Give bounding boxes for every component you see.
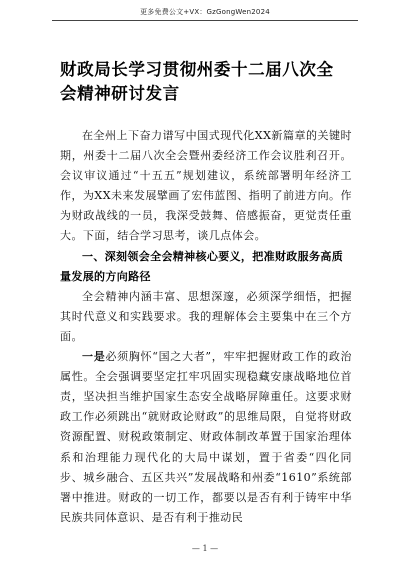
header-divider: [52, 20, 358, 21]
header-promo-note: 更多免费公文+VX：GzGongWen2024: [140, 8, 270, 16]
document-title: 财政局长学习贯彻州委十二届八次全会精神研讨发言: [60, 60, 334, 103]
section-1-intro-paragraph: 全会精神内涵丰富、思想深邃，必须深学细悟，把握其时代意义和实践要求。我的理解体会主要集中在三个方面。: [60, 289, 352, 343]
page-number: — 1 —: [191, 544, 219, 553]
point-one-text: 必须胸怀“国之大者”，牢牢把握财政工作的政治属性。全会强调要坚定扛牢巩固实现稳藏安康战略地位首责，坚决担当维护国家生态安全战略屏障重任。这要求财政工作必须跳出“就财政论财政”的思维局限，自觉将财政资源配置、财税政策制定、财政体制改革置于国家治理体系和治理能力现代化的大局中谋划，置于省委“四化同步、城乡融合、五区共兴”发展战略和州委“1610”系统部署中推进。财政的一切工作，都要以是否有利于铸牢中华民族共同体意识、是否有利于推动民: [60, 350, 352, 524]
point-one-lead: 一是: [82, 350, 106, 364]
section-heading-1: 一、深刻领会全会精神核心要义，把准财政服务高质量发展的方向路径: [60, 249, 344, 283]
document-body: [60, 126, 352, 528]
intro-paragraph: 在全州上下奋力谱写中国式现代化XX新篇章的关键时期，州委十二届八次全会暨州委经济工作会议胜利召开。会议审议通过“十五五”规划建议，系统部署明年经济工作，为XX未来发展擘画了宏伟蓝图、指明了前进方向。作为财政战线的一员，我深受鼓舞、倍感振奋，更觉责任重大。下面，结合学习思考，谈几点体会。: [60, 129, 352, 243]
point-one-paragraph: [60, 347, 352, 528]
